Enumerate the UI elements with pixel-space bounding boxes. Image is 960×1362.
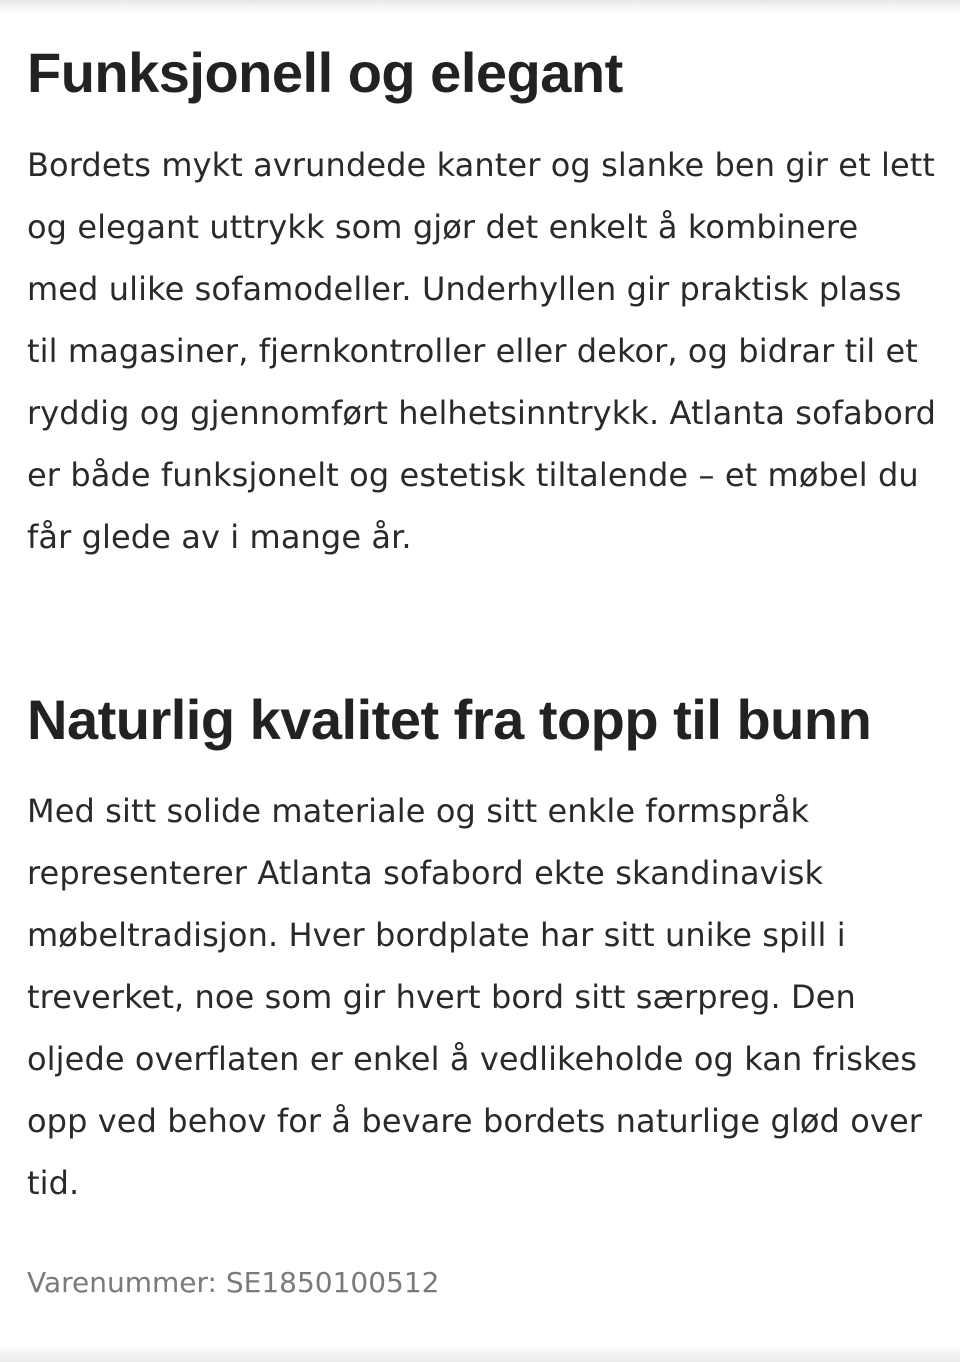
section-body-quality: Med sitt solide materiale og sitt enkle formspråk representerer Atlanta sofabord ekte skandinavisk møbeltradisjon. Hver bordplate har sitt unike spill i treverket, noe som gir hvert bord sitt særpreg. Den oljede overflaten er enkel å vedlikeholde og kan friskes opp ved behov for å bevare bordets naturlige glød over tid. <box>27 792 922 1202</box>
section-heading-functional: Funksjonell og elegant <box>27 41 623 104</box>
section-body-functional: Bordets mykt avrundede kanter og slanke ben gir et lett og elegant uttrykk som gjør det enkelt å kombinere med ulike sofamodeller. Underhyllen gir praktisk plass til magasiner, fjernkontroller eller dekor, og bidrar til et ryddig og gjennomført helhetsinntrykk. Atlanta sofabord er både funksjonelt og estetisk tiltalende – et møbel du får glede av i mange år. <box>27 146 937 556</box>
section-heading-quality: Naturlig kvalitet fra topp til bunn <box>27 688 872 751</box>
item-number: Varenummer: SE1850100512 <box>27 1266 440 1299</box>
top-divider <box>0 0 960 14</box>
bottom-divider <box>0 1346 960 1362</box>
